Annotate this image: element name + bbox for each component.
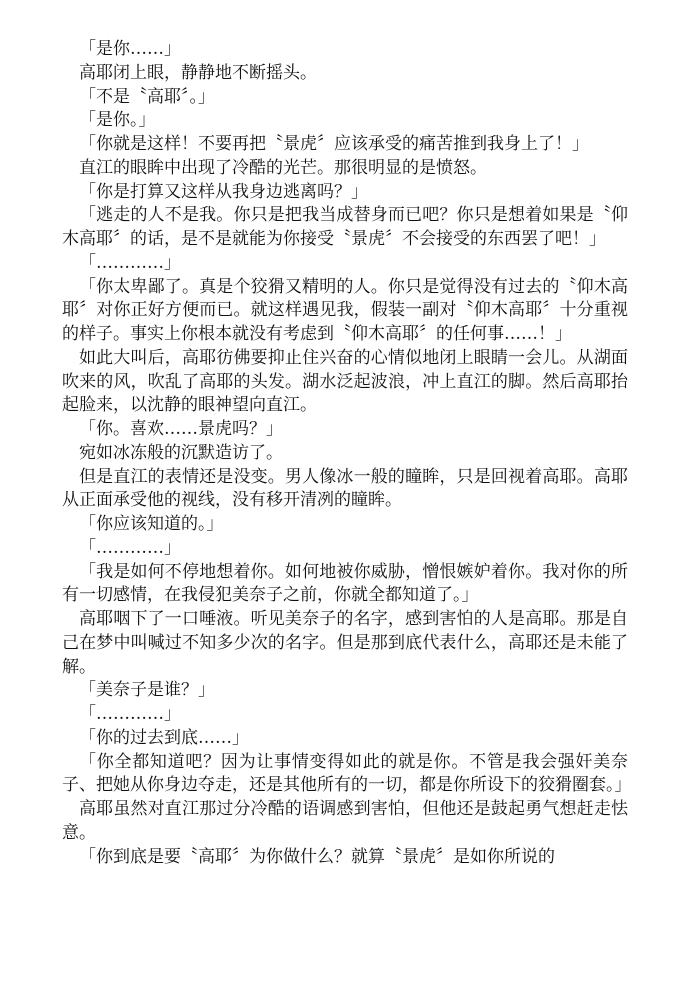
- narration-paragraph: 但是直江的表情还是没变。男人像冰一般的瞳眸，只是回视着高耶。高耶从正面承受他的视线，没有移开清冽的瞳眸。: [62, 466, 628, 511]
- dialogue-paragraph: 「你太卑鄙了。真是个狡猾又精明的人。你只是觉得没有过去的〝仰木高耶〞对你正好方便而已。就这样遇见我，假装一副对〝仰木高耶〞十分重视的样子。事实上你根本就没有考虑到〝仰木高耶〞的任何事……！」: [62, 276, 628, 344]
- dialogue-paragraph: 「不是〝高耶〞。」: [79, 86, 215, 107]
- dialogue-paragraph: 「你的过去到底……」: [79, 727, 249, 748]
- narration-paragraph: 高耶闭上眼，静静地不断摇头。: [79, 62, 317, 83]
- narration-paragraph: 直江的眼眸中出现了冷酷的光芒。那很明显的是愤怒。: [79, 157, 487, 178]
- dialogue-paragraph: 「美奈子是谁？」: [79, 680, 215, 701]
- dialogue-paragraph: 「你。喜欢……景虎吗？」: [79, 419, 283, 439]
- dialogue-paragraph: 「你到底是要〝高耶〞为你做什么？就算〝景虎〞是如你所说的: [79, 846, 555, 867]
- dialogue-paragraph: 「你应该知道的。」: [79, 514, 224, 534]
- dialogue-paragraph: 「逃走的人不是我。你只是把我当成替身而已吧？你只是想着如果是〝仰木高耶〞的话，是不是就能为你接受〝景虎〞不会接受的东西罢了吧！」: [62, 205, 628, 249]
- novel-text-block: [62, 38, 632, 869]
- dialogue-paragraph: 「是你。」: [79, 110, 156, 131]
- dialogue-paragraph: 「你全都知道吧？因为让事情变得如此的就是你。不管是我会强奸美奈子、把她从你身边夺走，还是其他所有的一切，都是你所设下的狡猾圈套。」: [62, 751, 632, 796]
- narration-paragraph: 宛如冰冻般的沉默造访了。: [79, 442, 283, 463]
- dialogue-paragraph: 「是你……」: [79, 39, 181, 59]
- dialogue-paragraph: 「你就是这样！不要再把〝景虎〞应该承受的痛苦推到我身上了！」: [79, 134, 589, 154]
- dialogue-paragraph: 「…………」: [79, 704, 181, 724]
- dialogue-paragraph: 「…………」: [79, 252, 181, 273]
- narration-paragraph: 高耶咽下了一口唾液。听见美奈子的名字，感到害怕的人是高耶。那是自己在梦中叫喊过不知多少次的名字。但是那到底代表什么，高耶还是未能了解。: [62, 609, 628, 677]
- narration-paragraph: 高耶虽然对直江那过分冷酷的语调感到害怕，但他还是鼓起勇气想赶走怯意。: [62, 799, 628, 843]
- dialogue-paragraph: 「…………」: [79, 537, 181, 558]
- narration-paragraph: 如此大叫后，高耶彷佛要抑止住兴奋的心情似地闭上眼睛一会儿。从湖面吹来的风，吹乱了高耶的头发。湖水泛起波浪，冲上直江的脚。然后高耶抬起脸来，以沈静的眼神望向直江。: [62, 347, 628, 416]
- dialogue-paragraph: 「你是打算又这样从我身边逃离吗？」: [79, 181, 368, 202]
- dialogue-paragraph: 「我是如何不停地想着你。如何地被你威胁，憎恨嫉妒着你。我对你的所有一切感情，在我侵犯美奈子之前，你就全都知道了。」: [62, 561, 628, 606]
